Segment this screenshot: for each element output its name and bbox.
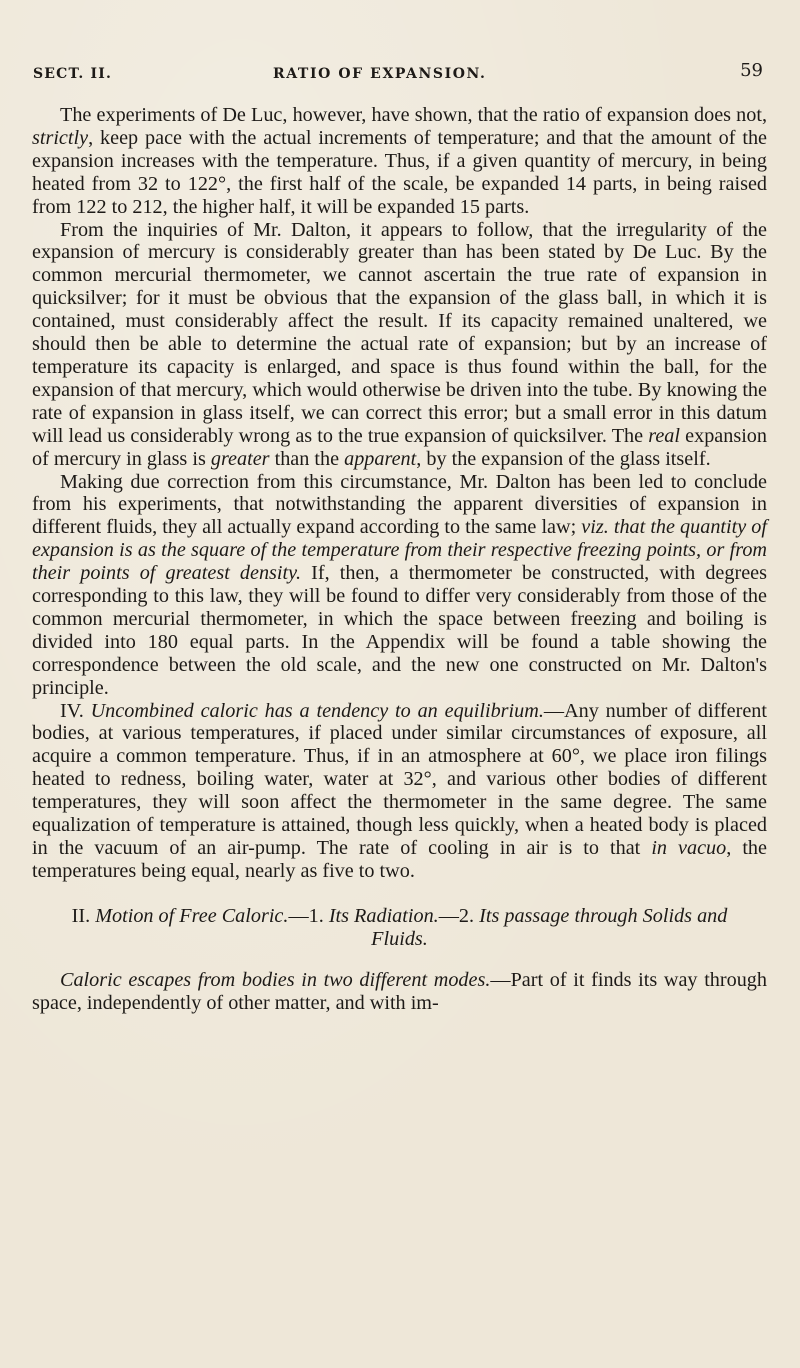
text-run: expansion of mercury in glass is	[32, 424, 767, 470]
text-run: Making due correction from this circumstance, Mr. Dalton has been led to conclude from his experiments, that notwithstanding the apparent diversities of expansion in different fluids, they all actually expand according to the same law;	[32, 470, 767, 539]
italic-text: strictly	[32, 126, 89, 149]
italic-text: greater	[210, 447, 270, 470]
text-run: II.	[71, 904, 96, 927]
text-run: IV.	[60, 699, 91, 722]
paragraph-equilibrium	[32, 700, 767, 883]
page-number: 59	[740, 60, 763, 81]
text-run: If, then, a thermometer be constructed, with degrees corresponding to this law, they will be found to differ very considerably from those of the common mercurial thermometer, in which the space between freezing and boiling is divided into 180 equal parts. In the Appendix will be found a table showing the correspondence between the old scale, and the new one constructed on Mr. Dalton's principle.	[32, 562, 767, 699]
italic-text: Motion of Free Caloric.	[95, 904, 289, 927]
section-label: SECT. II.	[33, 66, 113, 82]
italic-text: real	[648, 424, 681, 447]
text-run: , by the expansion of the glass itself.	[416, 447, 711, 470]
italic-text: Uncombined caloric has a tendency to an equilibrium.	[90, 699, 544, 722]
paragraph-caloric-escapes	[32, 969, 767, 1015]
italic-text: apparent	[344, 447, 417, 470]
text-run: —1.	[288, 904, 329, 927]
italic-text: Caloric escapes from bodies in two different modes.	[60, 968, 491, 991]
text-run: —Part of it finds its way through space, independently of other matter, and with im-	[32, 968, 767, 1014]
paragraph-de-luc	[32, 104, 767, 219]
italic-text: in vacuo	[651, 837, 727, 859]
text-run: , the temperatures being equal, nearly as five to two.	[32, 837, 767, 882]
running-header	[33, 60, 763, 90]
text-run: —2.	[438, 904, 480, 927]
italic-text: Its Radiation.	[328, 904, 439, 927]
section-heading-free-caloric	[32, 905, 767, 951]
text-run: The experiments of De Luc, however, have shown, that the ratio of expansion does not,	[60, 104, 767, 126]
text-run: than the	[269, 447, 345, 470]
text-run: —Any number of different bodies, at various temperatures, if placed under similar circumstances of exposure, all acquire a common temperature. Thus, if in an atmosphere at 60°, we place iron filings heated to redness, boiling water, water at 32°, and various other bodies of different temperatures, they will soon affect the thermometer in the same degree. The same equalization of temperature is attained, though less quickly, when a heated body is placed in the vacuum of an air-pump. The rate of cooling in air is to that	[32, 699, 767, 859]
paragraph-dalton-inquiries	[32, 219, 767, 471]
text-run: From the inquiries of Mr. Dalton, it appears to follow, that the irregularity of the expansion of mercury is considerably greater than has been stated by De Luc. By the common mercurial thermometer, we cannot ascertain the true rate of expansion in quicksilver; for it must be obvious that the expansion of the glass ball, in which it is contained, must considerably affect the result. If its capacity remained unaltered, we should then be able to determine the actual rate of expansion; but by an increase of temperature its capacity is enlarged, and space is thus found within the ball, for the expansion of that mercury, which would otherwise be driven into the tube. By knowing the rate of expansion in glass itself, we can correct this error; but a small error in this datum will lead us considerably wrong as to the true expansion of quicksilver. The	[32, 218, 767, 447]
italic-text: viz. that the quantity of expansion is as the square of the temperature from their respective freezing points, or from their points of greatest density.	[32, 516, 767, 585]
running-title: RATIO OF EXPANSION.	[273, 66, 487, 82]
page-body	[32, 104, 767, 1014]
paragraph-dalton-correction	[32, 471, 767, 700]
text-run: , keep pace with the actual increments of temperature; and that the amount of the expansion increases with the temperature. Thus, if a given quantity of mercury, in being heated from 32 to 122°, the first half of the scale, be expanded 14 parts, in being raised from 122 to 212, the higher half, it will be expanded 15 parts.	[32, 126, 767, 218]
italic-text: Its passage through Solids and Fluids.	[371, 904, 728, 950]
